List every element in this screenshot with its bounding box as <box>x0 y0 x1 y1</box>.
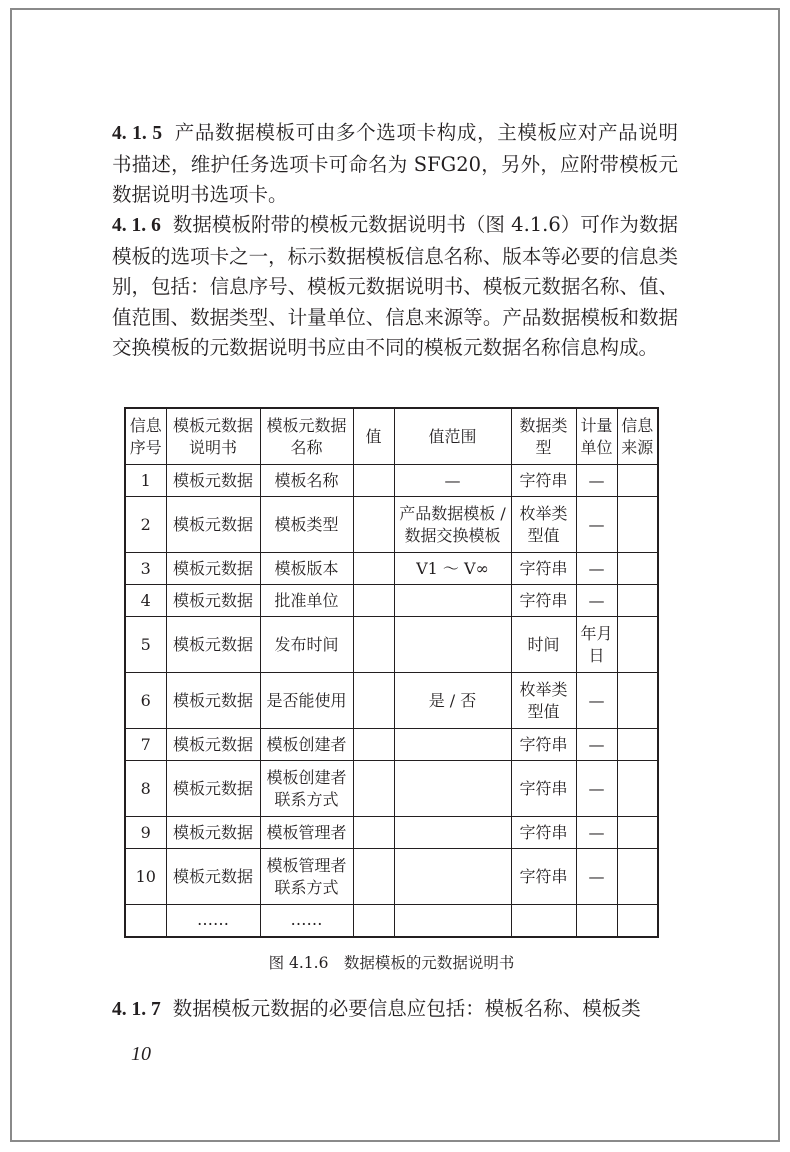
table-cell: 模板元数据 <box>166 729 260 761</box>
table-row <box>125 465 658 497</box>
table-cell <box>617 497 658 553</box>
table-cell <box>617 817 658 849</box>
table-cell: …… <box>166 905 260 937</box>
table-cell: 枚举类型值 <box>511 673 576 729</box>
table-cell: 模板创建者联系方式 <box>260 761 353 817</box>
table-cell: 10 <box>125 849 166 905</box>
table-cell: 字符串 <box>511 553 576 585</box>
table-cell: 9 <box>125 817 166 849</box>
table-header-row <box>125 408 658 465</box>
header-cell: 信息序号 <box>125 408 166 465</box>
table-cell: 产品数据模板 / 数据交换模板 <box>394 497 511 553</box>
header-cell: 计量单位 <box>576 408 617 465</box>
table-cell <box>353 585 394 617</box>
table-cell <box>353 673 394 729</box>
table-cell: 时间 <box>511 617 576 673</box>
table-cell: 字符串 <box>511 729 576 761</box>
table-cell: 是否能使用 <box>260 673 353 729</box>
table-cell: 4 <box>125 585 166 617</box>
table-cell <box>617 553 658 585</box>
table-cell <box>353 617 394 673</box>
table-cell <box>353 905 394 937</box>
table-cell <box>617 905 658 937</box>
table-cell: 7 <box>125 729 166 761</box>
table-cell: 字符串 <box>511 465 576 497</box>
clause-number: 4. 1. 7 <box>112 999 161 1020</box>
table-cell: — <box>394 465 511 497</box>
table-cell: — <box>576 465 617 497</box>
table-cell: — <box>576 673 617 729</box>
table-cell: — <box>576 585 617 617</box>
table-cell: 模板元数据 <box>166 849 260 905</box>
table-cell <box>617 673 658 729</box>
header-cell: 值 <box>353 408 394 465</box>
header-cell: 数据类型 <box>511 408 576 465</box>
table-cell: V1 ～ V∞ <box>394 553 511 585</box>
table-cell <box>617 617 658 673</box>
table-cell: 模板元数据 <box>166 673 260 729</box>
table-cell: 2 <box>125 497 166 553</box>
figure-caption: 图 4.1.6 数据模板的元数据说明书 <box>268 954 515 972</box>
table-cell: 模板创建者 <box>260 729 353 761</box>
table-cell: 模板元数据 <box>166 817 260 849</box>
header-cell: 模板元数据说明书 <box>166 408 260 465</box>
table-cell: — <box>576 553 617 585</box>
table-cell: — <box>576 497 617 553</box>
clause-text: 数据模板附带的模板元数据说明书（图 4.1.6）可作为数据模板的选项卡之一，标示数据模板信息名称、版本等必要的信息类别，包括：信息序号、模板元数据说明书、模板元数据名称、值、值范围、数据类型、计量单位、信息来源等。产品数据模板和数据交换模板的元数据说明书应由不同的模板元数据名称信息构成。 <box>112 213 678 359</box>
table-cell: 6 <box>125 673 166 729</box>
table-cell <box>617 585 658 617</box>
table-cell <box>353 497 394 553</box>
table-cell: 模板元数据 <box>166 553 260 585</box>
table-cell: 字符串 <box>511 849 576 905</box>
header-cell: 模板元数据名称 <box>260 408 353 465</box>
table-row <box>125 729 658 761</box>
clause-number: 4. 1. 6 <box>112 215 161 236</box>
table-cell <box>617 849 658 905</box>
table-cell <box>511 905 576 937</box>
clause-number: 4. 1. 5 <box>112 123 163 144</box>
table-cell: 字符串 <box>511 817 576 849</box>
table-cell <box>353 553 394 585</box>
table-row <box>125 905 658 937</box>
page-number: 10 <box>131 1043 151 1065</box>
table-cell: 模板类型 <box>260 497 353 553</box>
table-row <box>125 497 658 553</box>
table-cell: 是 / 否 <box>394 673 511 729</box>
table-cell <box>394 729 511 761</box>
header-cell: 信息来源 <box>617 408 658 465</box>
clause-4-1-7 <box>112 994 678 1026</box>
table-row <box>125 849 658 905</box>
table-cell: — <box>576 849 617 905</box>
header-cell: 值范围 <box>394 408 511 465</box>
table-row <box>125 553 658 585</box>
table-row <box>125 761 658 817</box>
table-cell: …… <box>260 905 353 937</box>
table-cell: 模板元数据 <box>166 465 260 497</box>
table-cell <box>394 905 511 937</box>
table-cell: — <box>576 761 617 817</box>
table-cell: 模板管理者联系方式 <box>260 849 353 905</box>
clause-text: 数据模板元数据的必要信息应包括：模板名称、模板类 <box>172 997 641 1020</box>
table-cell: 8 <box>125 761 166 817</box>
table-row <box>125 585 658 617</box>
table-cell: 5 <box>125 617 166 673</box>
table-cell <box>617 729 658 761</box>
table-cell <box>125 905 166 937</box>
table-cell: 模板元数据 <box>166 617 260 673</box>
table-cell: — <box>576 729 617 761</box>
table-cell <box>394 617 511 673</box>
table-cell <box>394 585 511 617</box>
table-cell <box>617 465 658 497</box>
table-cell: 字符串 <box>511 761 576 817</box>
table-cell <box>353 817 394 849</box>
table-row <box>125 617 658 673</box>
table-cell: 枚举类型值 <box>511 497 576 553</box>
table-cell <box>353 761 394 817</box>
table-cell <box>394 849 511 905</box>
table-cell: 模板版本 <box>260 553 353 585</box>
table-cell: 模板元数据 <box>166 497 260 553</box>
table-cell <box>353 729 394 761</box>
clause-4-1-6 <box>112 210 678 364</box>
table-cell <box>617 761 658 817</box>
table-cell: 字符串 <box>511 585 576 617</box>
metadata-table <box>124 407 659 938</box>
table-cell <box>394 817 511 849</box>
table-cell <box>576 905 617 937</box>
table-cell <box>353 849 394 905</box>
clause-text: 产品数据模板可由多个选项卡构成，主模板应对产品说明书描述，维护任务选项卡可命名为 SFG20，另外，应附带模板元数据说明书选项卡。 <box>112 121 678 206</box>
table-cell: — <box>576 817 617 849</box>
table-cell <box>394 761 511 817</box>
table-row <box>125 673 658 729</box>
table-cell: 批准单位 <box>260 585 353 617</box>
clause-4-1-5 <box>112 118 678 211</box>
table-cell: 年月日 <box>576 617 617 673</box>
table-cell: 1 <box>125 465 166 497</box>
table-row <box>125 817 658 849</box>
table-cell <box>353 465 394 497</box>
table-cell: 3 <box>125 553 166 585</box>
table-cell: 模板元数据 <box>166 761 260 817</box>
table-body <box>125 465 658 937</box>
table-cell: 发布时间 <box>260 617 353 673</box>
table-cell: 模板管理者 <box>260 817 353 849</box>
table-cell: 模板名称 <box>260 465 353 497</box>
table-cell: 模板元数据 <box>166 585 260 617</box>
